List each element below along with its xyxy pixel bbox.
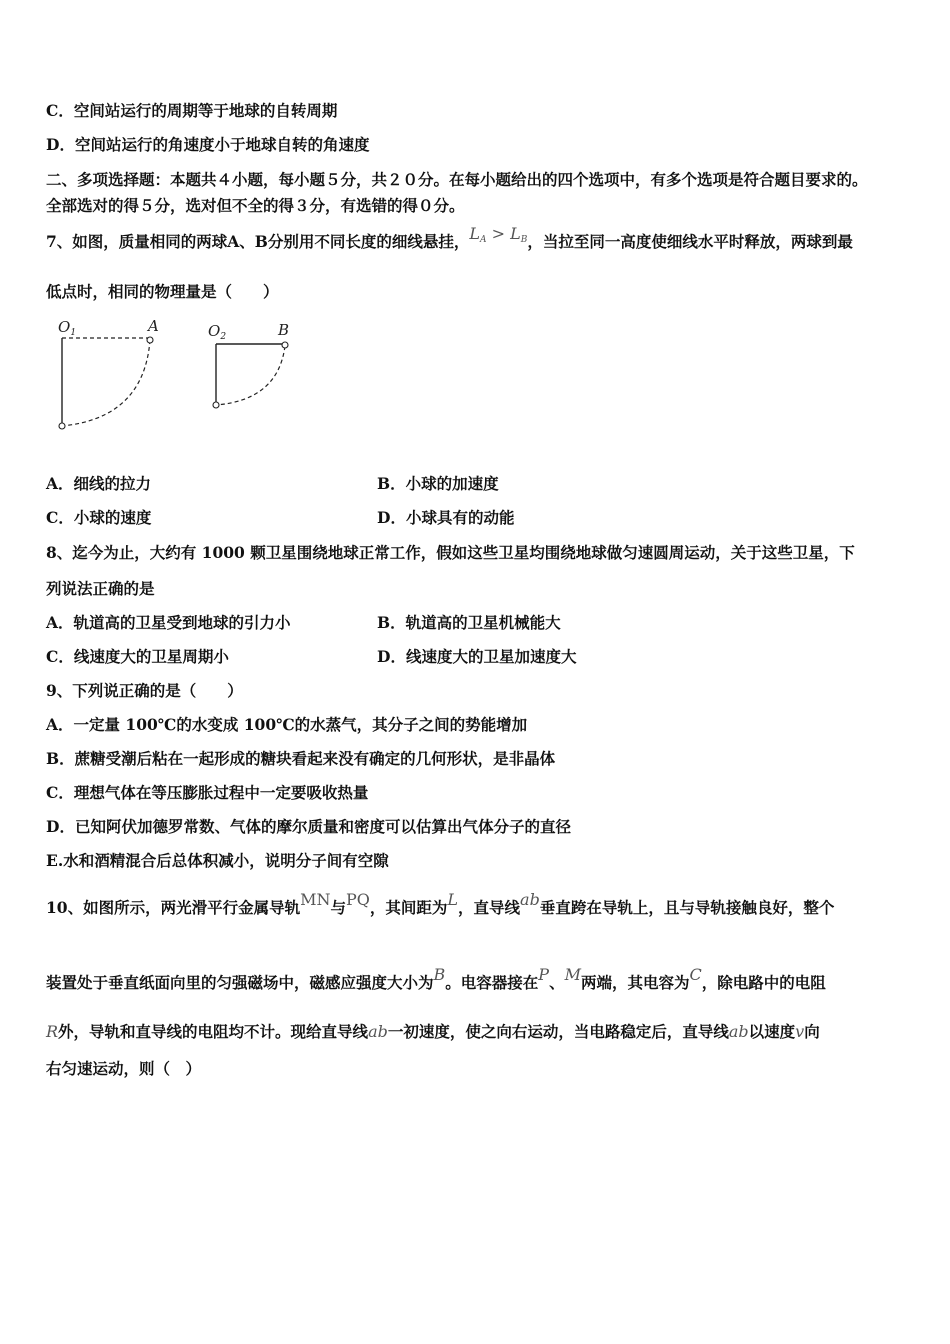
fig-label-b: B xyxy=(278,321,290,339)
q10-math-r: R xyxy=(46,1022,59,1041)
q7-length-relation: $L_A > L_B$ xyxy=(469,224,528,245)
section-heading-line-1: 二、多项选择题：本题共４小题，每小题５分，共２０分。在每小题给出的四个选项中，有多个选项是符合题目要求的。 xyxy=(46,170,868,189)
q10-math-pq: PQ xyxy=(345,890,370,909)
q9-option-b: B．蔗糖受潮后粘在一起形成的糖块看起来没有确定的几何形状，是非晶体 xyxy=(46,749,556,768)
fig-label-o1: $O_1$ xyxy=(58,318,77,338)
q7-option-c: C．小球的速度 xyxy=(46,508,152,527)
q9-option-e: E.水和酒精混合后总体积减小，说明分子间有空隙 xyxy=(46,851,389,870)
fig-label-a: A xyxy=(148,317,159,335)
q7-option-b: B．小球的加速度 xyxy=(377,474,499,493)
q10-math-v: v xyxy=(795,1022,805,1041)
fig-ball-b-start xyxy=(282,342,288,348)
q7-option-a: A．细线的拉力 xyxy=(46,474,152,493)
q7-stem-line-1 xyxy=(46,224,853,259)
q8-stem-line-2: 列说法正确的是 xyxy=(46,579,155,598)
q10-math-c: C xyxy=(689,965,702,984)
q7-option-d: D．小球具有的动能 xyxy=(377,508,515,527)
q9-option-d: D．已知阿伏加德罗常数、气体的摩尔质量和密度可以估算出气体分子的直径 xyxy=(46,817,571,836)
q7-stem-pre: 7、如图，质量相同的两球A、B分别用不同长度的细线悬挂， xyxy=(46,232,470,251)
q10-stem-line-1: 10、如图所示，两光滑平行金属导轨MN与PQ，其间距为L，直导线ab垂直跨在导轨上，且与导轨接触良好，整个 xyxy=(46,890,835,917)
q10-math-m: M xyxy=(564,965,581,984)
q10-math-l: L xyxy=(447,890,459,909)
q8-option-d: D．线速度大的卫星加速度大 xyxy=(377,647,577,666)
q9-stem: 9、下列说正确的是（ ） xyxy=(46,681,243,700)
q7-stem-post: ，当拉至同一高度使细线水平时释放，两球到最 xyxy=(527,232,853,251)
q10-math-ab-2: ab xyxy=(368,1022,388,1041)
q10-math-mn: MN xyxy=(300,890,331,909)
q8-stem-line-1: 8、迄今为止，大约有 1000 颗卫星围绕地球正常工作，假如这些卫星均围绕地球做匀速圆周运动，关于这些卫星，下 xyxy=(46,543,855,562)
q7-stem-line-2: 低点时，相同的物理量是（ ） xyxy=(46,282,279,301)
q10-math-ab: ab xyxy=(520,890,540,909)
q7-pendulum-figure xyxy=(48,316,308,436)
q10-stem-line-4: 右匀速运动，则（ ） xyxy=(46,1059,202,1078)
q10-stem-line-2: 装置处于垂直纸面向里的匀强磁场中，磁感应强度大小为B。电容器接在P、M两端，其电容为C，除电路中的电阻 xyxy=(46,965,826,992)
fig-ball-a-bottom xyxy=(59,423,65,429)
q10-stem-line-3: R外，导轨和直导线的电阻均不计。现给直导线ab一初速度，使之向右运动，当电路稳定后，直导线ab以速度v向 xyxy=(46,1022,820,1041)
fig-arc-a xyxy=(62,340,150,426)
fig-arc-b xyxy=(216,346,285,405)
q10-math-b: B xyxy=(433,965,446,984)
fig-ball-a-start xyxy=(147,337,153,343)
option-c-previous: C．空间站运行的周期等于地球的自转周期 xyxy=(46,101,338,120)
q10-math-p: P xyxy=(538,965,550,984)
q9-option-c: C．理想气体在等压膨胀过程中一定要吸收热量 xyxy=(46,783,369,802)
q10-math-ab-3: ab xyxy=(728,1022,749,1041)
q8-option-b: B．轨道高的卫星机械能大 xyxy=(377,613,561,632)
fig-label-o2: $O_2$ xyxy=(208,322,227,342)
fig-ball-b-bottom xyxy=(213,402,219,408)
option-d-previous: D．空间站运行的角速度小于地球自转的角速度 xyxy=(46,135,370,154)
q9-option-a: A．一定量 100℃的水变成 100℃的水蒸气，其分子之间的势能增加 xyxy=(46,715,528,734)
q8-option-a: A．轨道高的卫星受到地球的引力小 xyxy=(46,613,291,632)
section-heading-line-2: 全部选对的得５分，选对但不全的得３分，有选错的得０分。 xyxy=(46,196,465,215)
q8-option-c: C．线速度大的卫星周期小 xyxy=(46,647,229,666)
